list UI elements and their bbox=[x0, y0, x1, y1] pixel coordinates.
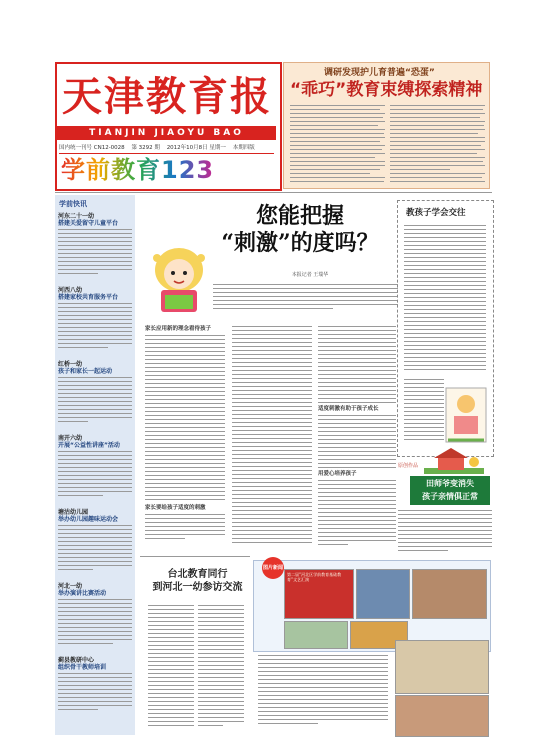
headline-body-col2 bbox=[390, 105, 485, 183]
news-title: 搭建关爱留守儿童平台 bbox=[58, 220, 119, 227]
right-article-body bbox=[404, 225, 486, 375]
right-article-body-lower bbox=[404, 379, 444, 444]
issue-number: 国内统一刊号 CN12-0028 bbox=[59, 145, 125, 151]
article-subhead: 适度刺激有助于孩子成长 bbox=[318, 406, 379, 412]
green-title-line1: 田师爷变消失 bbox=[426, 479, 474, 488]
headline-body-col1 bbox=[290, 105, 385, 183]
masthead bbox=[55, 62, 282, 191]
news-place: 南开六幼 bbox=[58, 435, 83, 442]
issue-date: 2012年10月8日 星期一 bbox=[166, 145, 226, 151]
crafts-photo bbox=[395, 640, 489, 694]
bottom-left-title bbox=[150, 568, 245, 598]
main-intro bbox=[213, 284, 398, 314]
right-article-title: 教孩子学会交往 bbox=[406, 208, 466, 218]
main-title-line1: 您能把握 bbox=[255, 203, 344, 229]
headline-box bbox=[283, 62, 490, 189]
news-title: 搭建家校共育服务平台 bbox=[58, 294, 119, 301]
bottom-title-line2: 到河北一幼参访交流 bbox=[152, 582, 243, 593]
bottom-left-body-col1 bbox=[148, 605, 194, 730]
issue-info bbox=[59, 143, 274, 154]
left-news-list bbox=[58, 213, 132, 731]
food-photo bbox=[395, 695, 489, 737]
right-green-body bbox=[398, 510, 492, 555]
performance-photo bbox=[356, 569, 410, 619]
newspaper-pinyin: TIANJIN JIAOYU BAO bbox=[57, 126, 276, 140]
photo-news-box bbox=[253, 560, 491, 652]
news-place: 蓟县教研中心 bbox=[58, 657, 95, 664]
newspaper-title: 天津教育报 bbox=[62, 73, 272, 120]
main-byline: 本报记者 王瑞华 bbox=[291, 272, 329, 278]
issue-sequence: 第 3292 期 bbox=[131, 145, 160, 151]
drawing-illustration bbox=[444, 386, 488, 444]
news-title: 举办幼儿园趣味运动会 bbox=[58, 516, 119, 523]
main-article-title bbox=[215, 203, 385, 263]
list-item bbox=[58, 509, 132, 583]
list-item bbox=[58, 361, 132, 435]
news-title: 开展“公益性讲座”活动 bbox=[58, 442, 120, 449]
photo-news-badge: 图片新闻 bbox=[262, 557, 284, 579]
right-boxed-article bbox=[397, 200, 494, 457]
bottom-left-body-col2 bbox=[198, 605, 244, 730]
right-green-title bbox=[410, 476, 490, 505]
divider bbox=[55, 192, 492, 193]
child-reading-illustration bbox=[145, 240, 210, 320]
main-body-col3 bbox=[318, 326, 396, 550]
main-title-line2: “刺激”的度吗？ bbox=[221, 230, 379, 256]
bottom-title-line1: 台北教育同行 bbox=[167, 569, 228, 580]
list-item bbox=[58, 657, 132, 731]
headline-kicker: 调研发现护儿育普遍“恐蛋” bbox=[324, 68, 435, 78]
article-subhead: 家长要给孩子适度的刺激 bbox=[145, 505, 206, 511]
news-title: 举办演讲比赛活动 bbox=[58, 590, 107, 597]
dance-photo bbox=[284, 621, 348, 649]
stage-photo bbox=[284, 569, 354, 619]
children-photo bbox=[412, 569, 487, 619]
divider bbox=[140, 556, 250, 557]
news-title: 组织骨干教师培训 bbox=[58, 664, 107, 671]
left-section-label: 学前快讯 bbox=[59, 200, 87, 208]
issue-pages: 本期四版 bbox=[232, 145, 255, 151]
news-place: 河西八幼 bbox=[58, 287, 83, 294]
house-icon bbox=[424, 448, 484, 474]
photo-captions bbox=[258, 655, 388, 735]
news-title: 孩子和家长一起运动 bbox=[58, 368, 113, 375]
news-place: 塘沽幼儿园 bbox=[58, 509, 89, 516]
list-item bbox=[58, 287, 132, 361]
headline-title: “乖巧”教育束缚探索精神 bbox=[290, 80, 483, 100]
news-place: 河北一幼 bbox=[58, 583, 83, 590]
list-item bbox=[58, 583, 132, 657]
main-body-col2 bbox=[232, 326, 312, 551]
original-caption: 原创作品 bbox=[398, 463, 419, 469]
list-item bbox=[58, 213, 132, 287]
news-place: 河东二十一幼 bbox=[58, 213, 95, 220]
article-subhead: 家长应用新的理念看待孩子 bbox=[145, 326, 212, 332]
green-title-line2: 孩子亲情俱正常 bbox=[422, 492, 478, 501]
edition-title: 学前教育123 bbox=[61, 156, 215, 184]
article-subhead: 用爱心培养孩子 bbox=[318, 471, 357, 477]
stage-banner: 第二届“河北区学前教育基础教育”文艺汇演 bbox=[287, 572, 342, 582]
list-item bbox=[58, 435, 132, 509]
left-news-column bbox=[55, 195, 135, 735]
news-place: 红桥一幼 bbox=[58, 361, 83, 368]
main-body-col1 bbox=[145, 326, 225, 542]
